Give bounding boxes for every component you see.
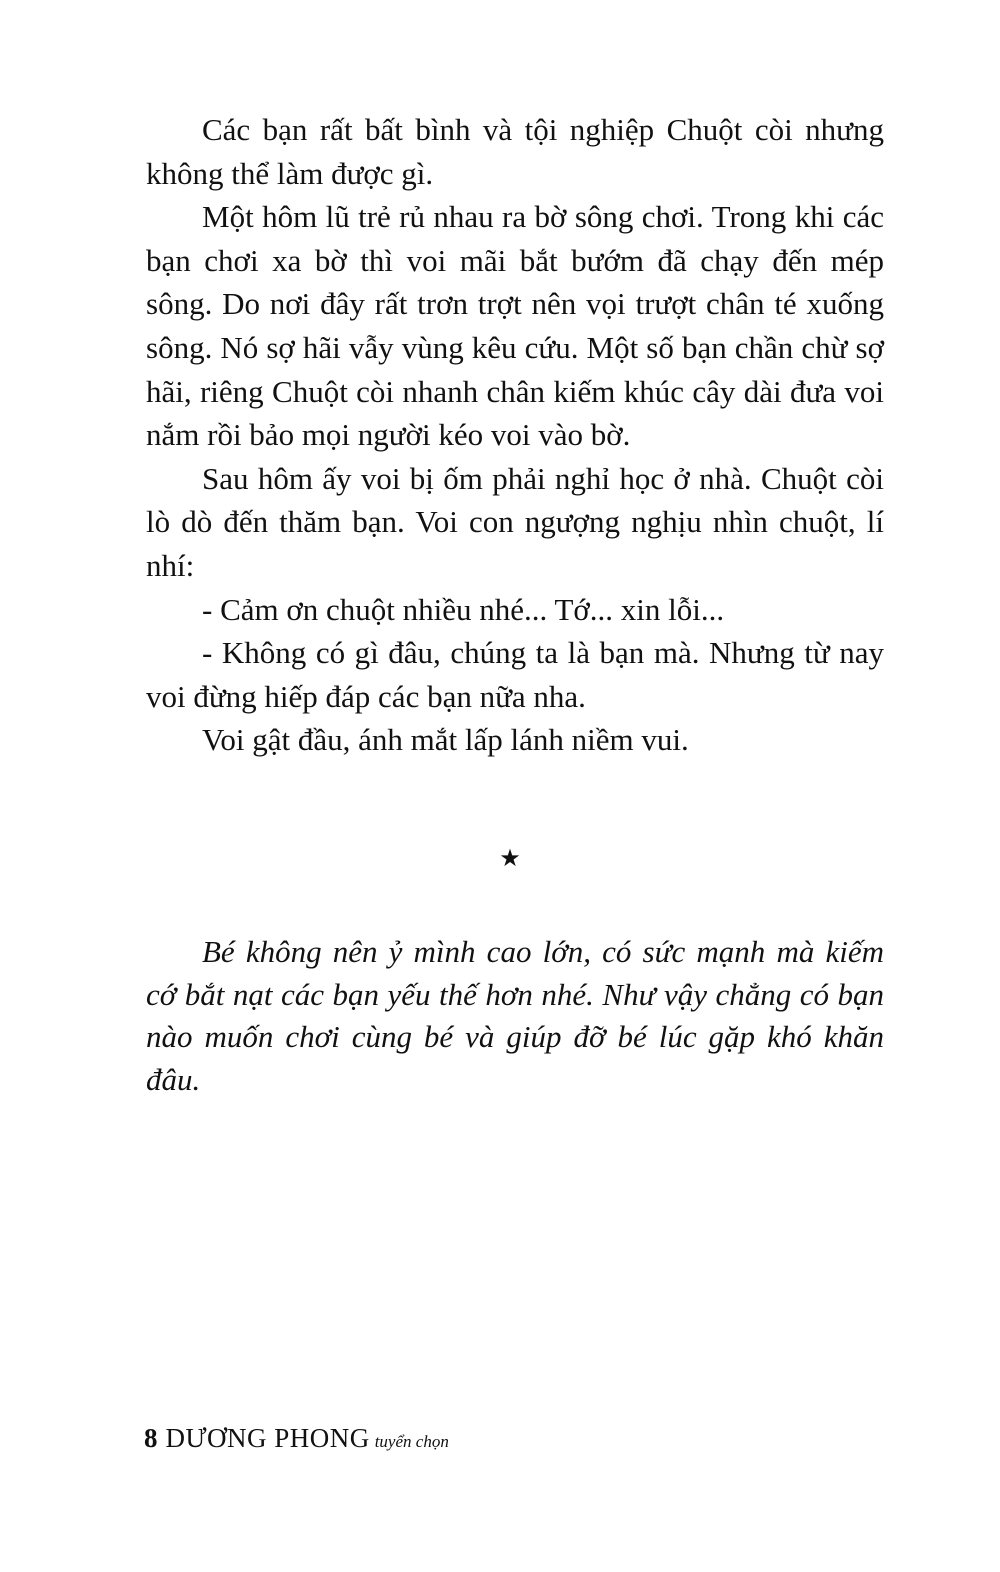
- page-number: 8: [144, 1423, 158, 1453]
- section-separator-star: ★: [499, 846, 521, 872]
- moral-lesson: Bé không nên ỷ mình cao lớn, có sức mạnh mà kiếm cớ bắt nạt các bạn yếu thế hơn nhé. Như vậy chẳng có bạn nào muốn chơi cùng bé và giúp đỡ bé lúc gặp khó khăn đâu.: [146, 934, 884, 1097]
- dialogue-line: - Không có gì đâu, chúng ta là bạn mà. Nhưng từ nay voi đừng hiếp đáp các bạn nữa nha.: [146, 635, 884, 714]
- story-paragraph: Sau hôm ấy voi bị ốm phải nghỉ học ở nhà. Chuột còi lò dò đến thăm bạn. Voi con ngượng nghịu nhìn chuột, lí nhí:: [146, 460, 884, 583]
- footer-subtitle: tuyển chọn: [374, 1432, 449, 1451]
- story-paragraph: Voi gật đầu, ánh mắt lấp lánh niềm vui.: [202, 722, 689, 758]
- dialogue-line: - Cảm ơn chuột nhiều nhé... Tớ... xin lỗi...: [202, 591, 725, 627]
- page-footer: [144, 1418, 449, 1462]
- story-body: [146, 108, 884, 762]
- footer-author: DƯƠNG PHONG: [165, 1423, 370, 1453]
- story-paragraph: Các bạn rất bất bình và tội nghiệp Chuột còi nhưng không thể làm được gì.: [146, 112, 884, 191]
- story-paragraph: Một hôm lũ trẻ rủ nhau ra bờ sông chơi. Trong khi các bạn chơi xa bờ thì voi mãi bắt bướm đã chạy đến mép sông. Do nơi đây rất trơn trợt nên vọi trượt chân té xuống sông. Nó sợ hãi vẫy vùng kêu cứu. Một số bạn chần chừ sợ hãi, riêng Chuột còi nhanh chân kiếm khúc cây dài đưa voi nắm rồi bảo mọi người kéo voi vào bờ.: [146, 199, 884, 453]
